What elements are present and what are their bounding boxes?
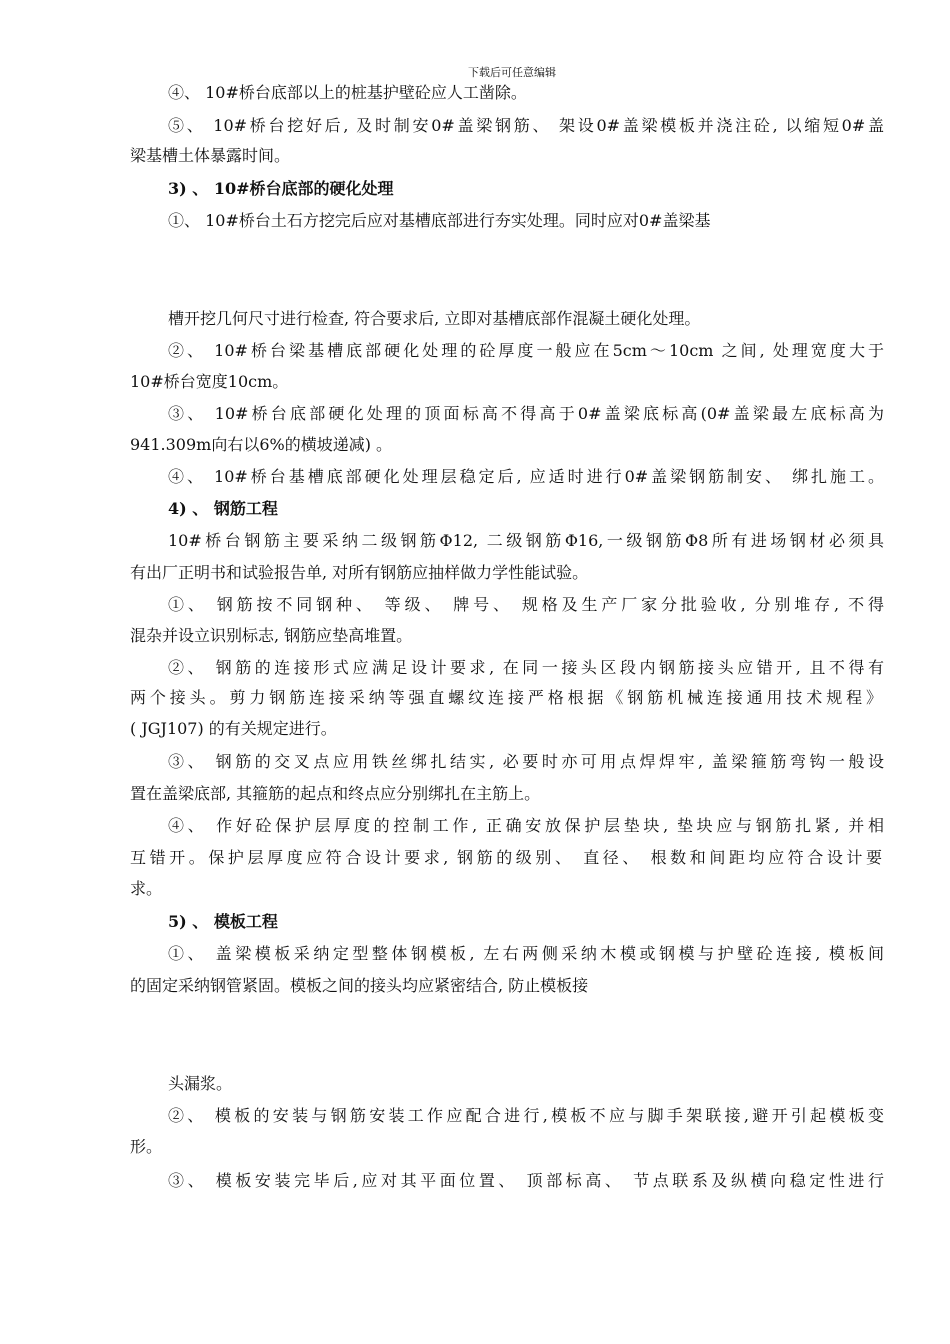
- text-line: 两个接头。剪力钢筋连接采纳等强直螺纹连接严格根据《钢筋机械连接通用技术规程》: [130, 688, 882, 707]
- section-heading: 4) 、 钢筋工程: [168, 499, 278, 518]
- text-line: ②、 钢筋的连接形式应满足设计要求, 在同一接头区段内钢筋接头应错开, 且不得有: [168, 658, 884, 677]
- text-line: ③、 钢筋的交叉点应用铁丝绑扎结实, 必要时亦可用点焊焊牢, 盖梁箍筋弯钩一般设: [168, 752, 884, 771]
- text-line: 槽开挖几何尺寸进行检查, 符合要求后, 立即对基槽底部作混凝土硬化处理。: [168, 309, 701, 328]
- text-line: 10#桥台宽度10cm。: [130, 372, 289, 391]
- section-heading: 5) 、 模板工程: [168, 912, 278, 931]
- text-line: ①、 盖梁模板采纳定型整体钢模板, 左右两侧采纳木模或钢模与护壁砼连接, 模板间: [168, 944, 884, 963]
- text-line: ①、 钢筋按不同钢种、 等级、 牌号、 规格及生产厂家分批验收, 分别堆存, 不得: [168, 595, 884, 614]
- text-line: ④、 作好砼保护层厚度的控制工作, 正确安放保护层垫块, 垫块应与钢筋扎紧, 并相: [168, 816, 884, 835]
- text-line: 的固定采纳钢管紧固。模板之间的接头均应紧密结合, 防止模板接: [130, 976, 589, 995]
- text-line: 有出厂正明书和试验报告单, 对所有钢筋应抽样做力学性能试验。: [130, 563, 589, 582]
- text-line: 互错开。保护层厚度应符合设计要求, 钢筋的级别、 直径、 根数和间距均应符合设计要: [130, 848, 882, 867]
- section-heading: 3) 、 10#桥台底部的硬化处理: [168, 179, 394, 198]
- text-line: 10#桥台钢筋主要采纳二级钢筋Φ12, 二级钢筋Φ16,一级钢筋Φ8所有进场钢材必须具: [168, 531, 884, 550]
- text-line: 941.309m向右以6%的横坡递减) 。: [130, 435, 393, 454]
- text-line: ⑤、 10#桥台挖好后, 及时制安0#盖梁钢筋、 架设0#盖梁模板并浇注砼, 以缩短0#盖: [168, 116, 884, 135]
- text-line: ( JGJ107) 的有关规定进行。: [130, 719, 337, 738]
- text-line: ④、 10#桥台基槽底部硬化处理层稳定后, 应适时进行0#盖梁钢筋制安、 绑扎施工。: [168, 467, 884, 486]
- text-line: 求。: [130, 879, 163, 898]
- text-line: ②、 模板的安装与钢筋安装工作应配合进行,模板不应与脚手架联接,避开引起模板变: [168, 1106, 884, 1125]
- text-line: ①、 10#桥台土石方挖完后应对基槽底部进行夯实处理。同时应对0#盖梁基: [168, 211, 711, 230]
- text-line: ④、 10#桥台底部以上的桩基护壁砼应人工凿除。: [168, 83, 527, 102]
- text-line: 形。: [130, 1137, 163, 1156]
- text-line: ③、 模板安装完毕后,应对其平面位置、 顶部标高、 节点联系及纵横向稳定性进行: [168, 1171, 884, 1190]
- text-line: 梁基槽土体暴露时间。: [130, 146, 291, 165]
- header-note: 下载后可任意编辑: [468, 66, 556, 79]
- text-line: ②、 10#桥台梁基槽底部硬化处理的砼厚度一般应在5cm～10cm 之间, 处理宽度大于: [168, 341, 884, 360]
- text-line: 头漏浆。: [168, 1074, 233, 1093]
- text-line: ③、 10#桥台底部硬化处理的顶面标高不得高于0#盖梁底标高(0#盖梁最左底标高为: [168, 404, 884, 423]
- text-line: 混杂并设立识别标志, 钢筋应垫高堆置。: [130, 626, 413, 645]
- text-line: 置在盖梁底部, 其箍筋的起点和终点应分别绑扎在主筋上。: [130, 784, 541, 803]
